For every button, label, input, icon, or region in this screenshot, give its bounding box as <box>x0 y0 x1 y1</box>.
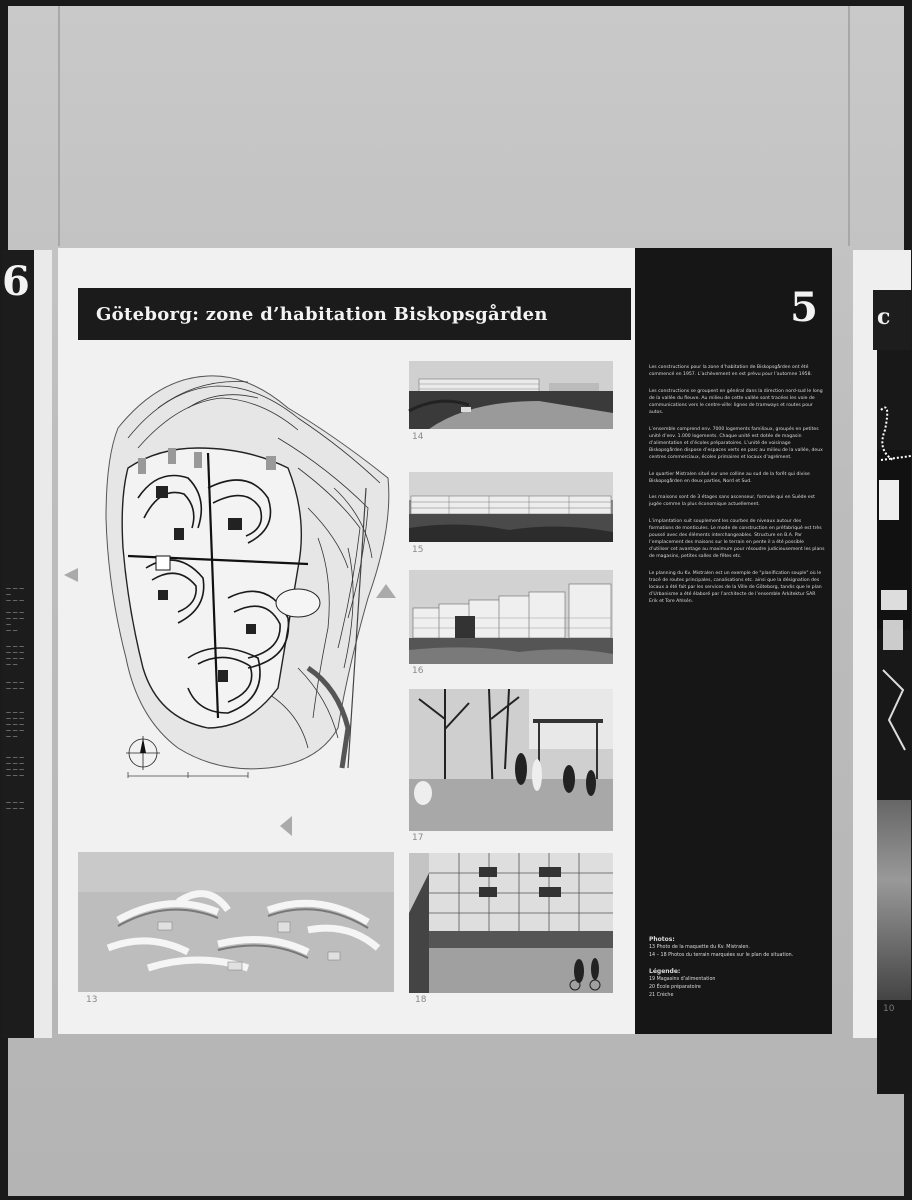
photo-13 <box>78 852 394 992</box>
paragraph: L’ensemble comprend env. 7000 logements familiaux, groupés en petites unité d’env. 1.000 logements. Chaque unité est dotée de magasin d’alimentation et d’écoles préparatoires. L’unité de voisinage Biskopsgården dispose d’espaces verts en parc au milieu de la vallée, deux centres commerciaux, écoles primaires et locaux d’agrément. <box>649 426 823 460</box>
arrow-up <box>376 584 396 598</box>
caption-14: 14 <box>412 432 424 442</box>
right-panel-title: c <box>873 290 911 350</box>
board-title: Göteborg: zone d’habitation Biskopsgården <box>96 303 548 325</box>
caption-18: 18 <box>415 995 427 1005</box>
caption-15: 15 <box>412 545 424 555</box>
wall-seam <box>848 6 850 246</box>
legend-heading: Légende: <box>649 968 681 975</box>
caption-17: 17 <box>412 833 424 843</box>
paragraph: Les constructions pour la zone d’habitation de Biskopsgården ont été commencé en 1957. L’achèvement en est prévu pour l’automne 1958. <box>649 365 812 378</box>
description-text <box>649 364 825 615</box>
text-fragment: — — — — — — <box>6 680 25 692</box>
neighbor-panel-right <box>853 250 911 1038</box>
paragraph: L’implantation suit souplement les courbes de niveaux autour des formations de monticules. Le mode de construction en préfabriqué est très poussé avec des éléments interchangeables. Structure en B.A. Par l’emplacement des maisons sur le terrain en pente il a été possible d’utiliser cet avantage au maximum pour résoudre judicieusement les plans de magasins, petites salles de fêtes etc. <box>649 518 825 560</box>
text-fragment: — — — — — — — <box>6 586 25 604</box>
photo-15 <box>409 472 613 542</box>
photos-heading: Photos: <box>649 936 675 943</box>
photos-item: 14 – 18 Photos du terrain marquées sur le plan de situation. <box>649 953 794 958</box>
text-fragment: — — — — — — — — — — — <box>6 644 25 668</box>
legend-item: 20 École préparatoire <box>649 985 701 990</box>
text-fragment: — — — — — — — — — — — — — — <box>6 710 25 740</box>
legend-item: 21 Crèche <box>649 993 674 998</box>
text-fragment: — — — — — — — — — <box>6 610 25 634</box>
neighbor-panel-left <box>2 250 52 1038</box>
exhibition-board <box>58 248 832 1034</box>
photo-15-scene <box>409 472 613 542</box>
description-panel <box>635 248 832 1034</box>
photo-14-scene <box>409 361 613 429</box>
left-panel-number: 6 <box>2 258 30 305</box>
panel-number: 5 <box>790 284 818 331</box>
caption-16: 16 <box>412 666 424 676</box>
arrow-left-small <box>280 816 292 836</box>
caption-13: 13 <box>86 995 98 1005</box>
text-fragment: — — — — — — <box>6 800 25 812</box>
right-panel-map <box>873 390 911 810</box>
photo-18-scene <box>409 853 613 993</box>
right-panel-photo <box>877 800 911 1000</box>
paragraph: Les maisons sont de 3 étages sans ascenseur, formule qui en Suède est jugée comme la plus économique actuellement. <box>649 495 815 508</box>
arrow-left <box>64 568 78 582</box>
right-panel-caption: 10 <box>883 1004 895 1014</box>
legend-item: 19 Magasins d’alimentation <box>649 977 716 982</box>
photos-item: 13 Photo de la maquette du Kv. Mistralen. <box>649 945 750 950</box>
site-plan-map <box>98 368 398 778</box>
photo-16 <box>409 570 613 664</box>
title-bar <box>78 288 631 340</box>
text-fragment: — — — — — — — — — — — — <box>6 755 25 779</box>
photo-17 <box>409 689 613 831</box>
photo-17-scene <box>409 689 613 831</box>
photo-16-scene <box>409 570 613 664</box>
paragraph: Les constructions se groupent en général dans la direction nord-sud le long de la vallée du fleuve. Au milieu de cette vallée sont tracées les voie de communications vers le centre-ville: lignes de tramways et routes pour autos. <box>649 388 823 415</box>
wall-seam <box>58 6 60 246</box>
photo-legend <box>649 932 825 1000</box>
photo-13-scene <box>78 852 394 992</box>
photo-18 <box>409 853 613 993</box>
paragraph: Le quartier Mistralen situé sur une colline au sud de la forêt qui divise Biskopsgården en deux parties, Nord et Sud. <box>649 471 810 484</box>
photo-14 <box>409 361 613 429</box>
paragraph: Le planning du Kv. Mistralen est un exemple de "planification souple" où le tracé de routes principales, canalisations etc. ainsi que la désignation des locaux a été fait par les services de la Ville de Göteborg, tandis que le plan d’Urbanisme a été élaboré par l’architecte de l’ensemble Arkitektur SAR Erik et Tore Ahlsén. <box>649 570 822 605</box>
